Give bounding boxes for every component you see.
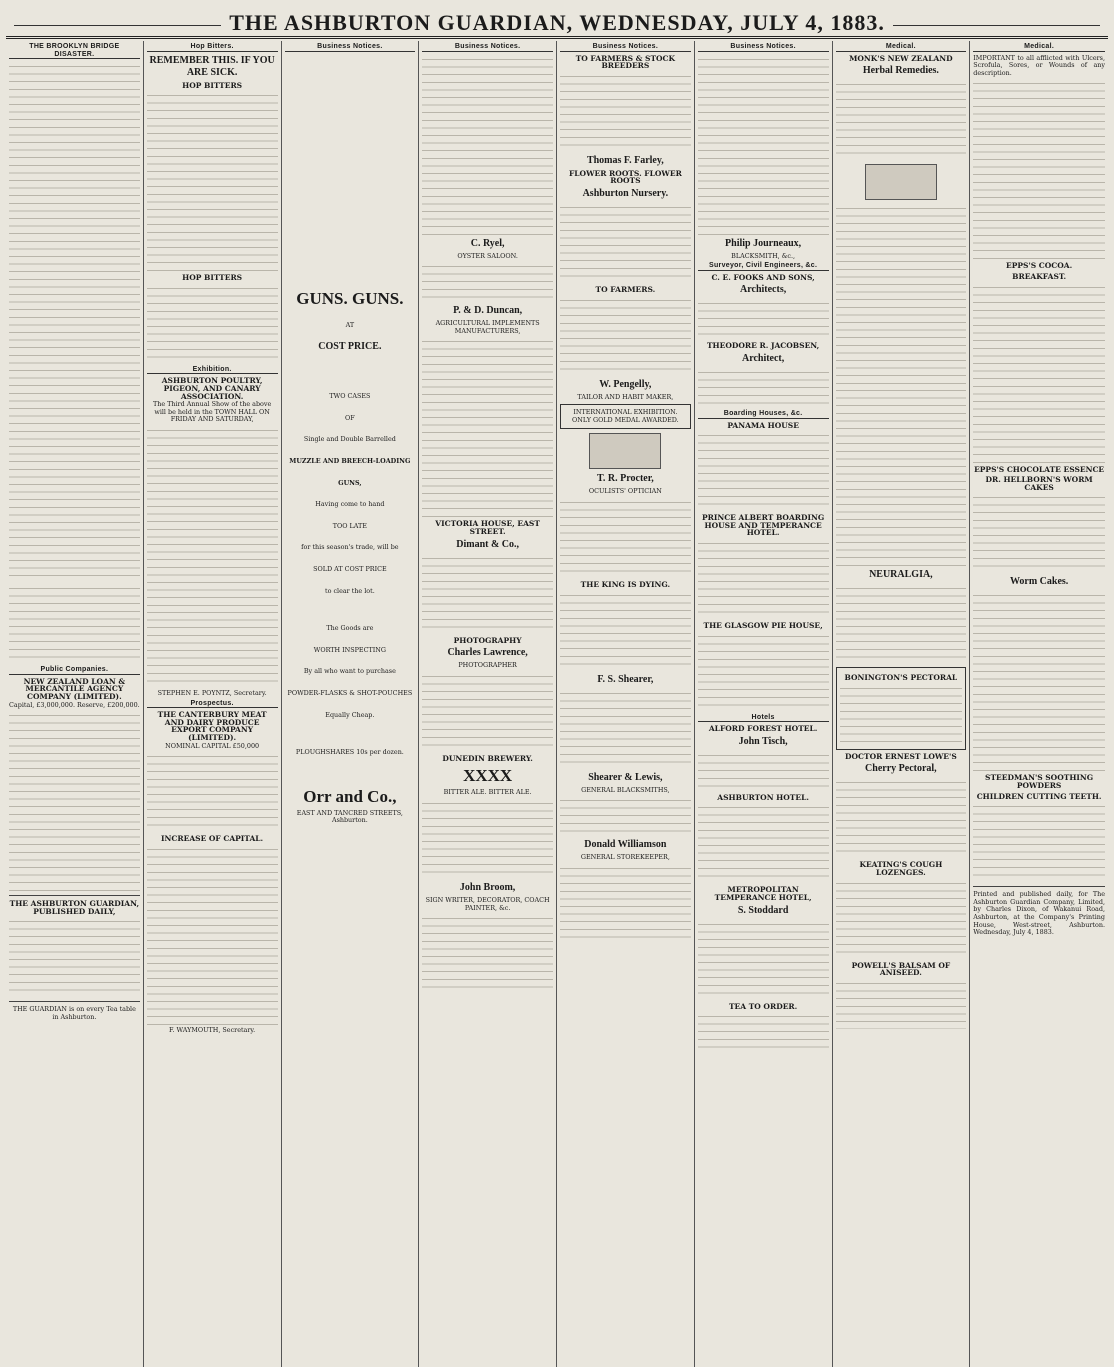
notice-body: [973, 493, 1105, 573]
architects-heading: Architects,: [740, 284, 787, 296]
firm-name: Orr and Co.,: [303, 786, 397, 806]
section-heading: Business Notices.: [560, 43, 691, 52]
nursery-name: Ashburton Nursery.: [582, 187, 669, 199]
prospectus-body: [147, 752, 278, 832]
section-heading: Public Companies.: [9, 666, 140, 675]
bonington-box: [836, 667, 967, 750]
tisch-name: John Tisch,: [738, 735, 788, 747]
notice-body: [973, 79, 1105, 259]
pengelly-name: W. Pengelly,: [599, 378, 652, 390]
muzzle-line: MUZZLE AND BREECH-LOADING: [289, 456, 411, 465]
meat-company: THE CANTERBURY MEAT AND DAIRY PRODUCE EXPORT COMPANY (LIMITED).: [157, 710, 267, 742]
prospectus-body: [147, 845, 278, 1025]
dunedin-brewery: DUNEDIN BREWERY.: [442, 753, 533, 763]
powell-heading: POWELL'S BALSAM OF ANISEED.: [851, 960, 951, 978]
duncan-sub: AGRICULTURAL IMPLEMENTS MANUFACTURERS,: [435, 319, 540, 335]
prospectus-signature: F. WAYMOUTH, Secretary.: [169, 1025, 256, 1034]
article-body: [9, 62, 140, 582]
exhibit-sub: The Third Annual Show of the above will be held in the TOWN HALL ON FRIDAY AND SATURDAY,: [152, 400, 272, 424]
broom-name: John Broom,: [459, 881, 516, 893]
guns-headline: GUNS. GUNS.: [296, 288, 404, 308]
cost-price: COST PRICE.: [318, 341, 382, 353]
fooks-name: C. E. FOOKS AND SONS,: [711, 272, 815, 282]
column-8: [970, 41, 1108, 1367]
notice-body: [973, 802, 1105, 882]
two-cases: TWO CASES: [329, 392, 371, 401]
notice-body: [836, 778, 967, 858]
notice-body: [698, 632, 829, 712]
agents-list: [9, 917, 140, 997]
plough-line: PLOUGHSHARES 10s per dozen.: [295, 748, 404, 757]
cherry-pectoral: Cherry Pectoral,: [865, 763, 937, 775]
imprint: Printed and published daily, for The Ashburton Guardian Company, Limited, by Charles Dixon, of Wakanui Road, Ashburton, at the Company's Printing House, West-street, Ashburton. Wednesday, July 4, 1883.: [973, 890, 1105, 937]
of-line: OF: [345, 413, 355, 422]
section-heading: Medical.: [973, 43, 1105, 52]
single-double: Single and Double Barrelled: [303, 435, 396, 444]
section-heading: Business Notices.: [285, 43, 416, 52]
section-heading: Business Notices.: [698, 43, 829, 52]
notice-body: [836, 584, 967, 664]
powder-line: POWDER-FLASKS & SHOT-POUCHES: [287, 688, 413, 697]
section-heading: Hop Bitters.: [147, 43, 278, 52]
worth-line: WORTH INSPECTING: [313, 645, 386, 654]
purchase-line: By all who want to purchase: [303, 667, 396, 676]
hop-repeat: HOP BITTERS: [182, 273, 243, 283]
xxxx-mark: XXXX: [463, 766, 513, 786]
association-name: ASHBURTON POULTRY, PIGEON, AND CANARY ASSOCIATION.: [161, 376, 263, 401]
column-6: [695, 41, 833, 1367]
victoria-house: VICTORIA HOUSE, EAST STREET.: [435, 519, 540, 536]
dimant-name: Dimant & Co.,: [456, 538, 520, 550]
tea-order: TEA TO ORDER.: [728, 1001, 798, 1011]
notice-body: [836, 204, 967, 384]
medal-icon: [589, 433, 661, 469]
agents-title: THE ASHBURTON GUARDIAN, PUBLISHED DAILY,: [9, 899, 140, 916]
too-late: TOO LATE: [332, 521, 367, 530]
notice-body: [560, 72, 691, 152]
masthead-rule-right: [893, 25, 1100, 26]
notice-body: [560, 296, 691, 376]
guns-line: GUNS,: [338, 478, 362, 487]
photography-heading: PHOTOGRAPHY: [453, 635, 522, 645]
farmers-heading: TO FARMERS & STOCK BREEDERS: [575, 53, 676, 71]
notice-body: [422, 337, 553, 517]
notice-body: [422, 914, 553, 994]
king-dying: THE KING IS DYING.: [580, 579, 671, 589]
journeaux-sub: BLACKSMITH, &c.,: [731, 251, 796, 260]
at-line: AT: [345, 320, 355, 329]
procter-sub: OCULISTS' OPTICIAN: [588, 487, 662, 496]
glasgow-pie: THE GLASGOW PIE HOUSE,: [703, 620, 823, 630]
company-name: NEW ZEALAND LOAN & MERCANTILE AGENCY COMPANY (LIMITED).: [23, 676, 126, 701]
hop-repeat: HOP BITTERS: [182, 80, 243, 90]
notice-body: [836, 386, 967, 566]
hellborn-heading: DR. HELLBORN'S WORM CAKES: [985, 475, 1093, 492]
column-4: [419, 41, 557, 1367]
exhibit-signature: STEPHEN E. POYNTZ, Secretary.: [157, 688, 267, 697]
notice-body: [422, 55, 553, 235]
architect-heading: Architect,: [741, 352, 785, 364]
procter-name: T. R. Procter,: [597, 473, 654, 485]
clear-line: to clear the lot.: [325, 586, 375, 595]
masthead-rule-left: [14, 25, 221, 26]
farmers-heading-2: TO FARMERS.: [595, 284, 656, 294]
column-1: [6, 41, 144, 1367]
notice-body: [422, 262, 553, 302]
duncan-name: P. & D. Duncan,: [453, 305, 523, 317]
goods-line: The Goods are: [326, 624, 374, 633]
section-heading: Prospectus.: [147, 700, 278, 709]
notice-body: [422, 554, 553, 634]
important-notice: IMPORTANT to all afflicted with Ulcers, Scrofula, Sores, or Wounds of any description.: [973, 53, 1105, 77]
section-heading: Hotels: [698, 714, 829, 723]
column-2: [144, 41, 282, 1367]
notice-body: [698, 751, 829, 791]
notice-body: [560, 689, 691, 769]
ryel-sub: OYSTER SALOON.: [457, 251, 518, 260]
divider: [9, 895, 140, 896]
monk-heading: MONK'S NEW ZEALAND: [849, 53, 953, 63]
worm-cakes: Worm Cakes.: [1009, 576, 1069, 588]
season-line: for this season's trade, will be: [301, 543, 399, 552]
section-heading: Surveyor, Civil Engineers, &c.: [698, 262, 829, 271]
neuralgia-heading: NEURALGIA,: [869, 569, 933, 581]
divider: [973, 886, 1105, 887]
lewis-sub: GENERAL BLACKSMITHS,: [581, 785, 670, 794]
notice-body: [973, 591, 1105, 771]
children-teeth: CHILDREN CUTTING TEETH.: [976, 791, 1102, 801]
notice-body: [836, 879, 967, 959]
divider: [9, 1001, 140, 1002]
lawrence-sub: PHOTOGRAPHER: [458, 661, 517, 670]
prince-albert: PRINCE ALBERT BOARDING HOUSE AND TEMPERANCE HOTEL.: [701, 513, 825, 538]
steedman-heading: STEEDMAN'S SOOTHING POWDERS: [985, 773, 1094, 790]
exhibit-body: [147, 608, 278, 688]
farley-name: Thomas F. Farley,: [586, 154, 664, 166]
notice-body: [422, 799, 553, 879]
breakfast: BREAKFAST.: [1012, 271, 1067, 281]
exhibition-box: [560, 404, 691, 429]
notice-body: [836, 80, 967, 160]
williamson-name: Donald Williamson: [584, 839, 667, 851]
notice-body: [698, 1012, 829, 1052]
section-heading: Medical.: [836, 43, 967, 52]
notice-body: [840, 684, 963, 744]
flower-roots: FLOWER ROOTS. FLOWER ROOTS: [568, 168, 682, 186]
notice-body: [698, 55, 829, 235]
epps-cocoa: EPPS'S COCOA.: [1006, 261, 1073, 271]
notice-body: [973, 283, 1105, 463]
increase-heading: INCREASE OF CAPITAL.: [161, 834, 264, 844]
columns: [6, 41, 1108, 1367]
notice-body: [698, 920, 829, 1000]
metropolitan-hotel: METROPOLITAN TEMPERANCE HOTEL,: [714, 885, 812, 902]
notice-body: [560, 796, 691, 836]
headline-brooklyn: THE BROOKLYN BRIDGE DISASTER.: [9, 43, 140, 59]
pengelly-sub: TAILOR AND HABIT MAKER,: [577, 392, 674, 401]
nominal-capital: NOMINAL CAPITAL £50,000: [165, 741, 260, 750]
masthead-title: THE ASHBURTON GUARDIAN, WEDNESDAY, JULY 4, 1883.: [229, 10, 885, 35]
exhibit-body: [147, 426, 278, 606]
article-body: [9, 584, 140, 664]
epps-chocolate: EPPS'S CHOCOLATE ESSENCE: [974, 464, 1105, 474]
shearer-name: F. S. Shearer,: [597, 673, 654, 685]
alford-forest: ALFORD FOREST HOTEL.: [708, 724, 818, 734]
sold-line: SOLD AT COST PRICE: [313, 564, 387, 573]
notice-body: [560, 203, 691, 283]
notice-body: [698, 803, 829, 883]
column-7: [833, 41, 971, 1367]
journeaux-name: Philip Journeaux,: [725, 237, 802, 249]
notice-body: [836, 979, 967, 1029]
herbal-remedies: Herbal Remedies.: [862, 65, 939, 77]
keating-heading: KEATING'S COUGH LOZENGES.: [859, 860, 943, 877]
cherry-doctor: DOCTOR ERNEST LOWE'S: [844, 751, 957, 761]
notice-body: [698, 368, 829, 408]
jacobsen-name: THEODORE R. JACOBSEN,: [706, 341, 820, 351]
having-come: Having come to hand: [315, 500, 385, 509]
hop-headline: REMEMBER THIS. IF YOU ARE SICK.: [149, 54, 275, 78]
ashburton-hotel: ASHBURTON HOTEL.: [717, 792, 809, 802]
firm-street: EAST AND TANCRED STREETS, Ashburton.: [296, 808, 403, 825]
horse-illustration-icon: [865, 164, 937, 200]
notice-body: [698, 539, 829, 619]
bitter-ale: BITTER ALE. BITTER ALE.: [443, 788, 532, 797]
notice-body: [560, 591, 691, 671]
hop-body: [147, 91, 278, 271]
masthead: [6, 6, 1108, 39]
capital-line: Capital, £3,000,000. Reserve, £200,000.: [9, 700, 140, 709]
column-3: [282, 41, 420, 1367]
notice-body: [560, 864, 691, 944]
notice-body: [698, 431, 829, 511]
broom-sub: SIGN WRITER, DECORATOR, COACH PAINTER, &c.: [425, 895, 550, 912]
stoddard-name: S. Stoddard: [737, 904, 789, 916]
spacer: [285, 55, 416, 285]
bonington-heading: BONINGTON'S PECTORAL: [844, 673, 958, 683]
lewis-name: Shearer & Lewis,: [588, 771, 663, 783]
section-heading: Business Notices.: [422, 43, 553, 52]
section-heading: Exhibition.: [147, 366, 278, 375]
williamson-sub: GENERAL STOREKEEPER,: [580, 853, 670, 862]
panama-house: PANAMA HOUSE: [727, 420, 799, 430]
notice-body: [698, 299, 829, 339]
section-heading: Boarding Houses, &c.: [698, 410, 829, 419]
hop-body: [147, 284, 278, 364]
notice-body: [422, 672, 553, 752]
notice-body: [560, 498, 691, 578]
lawrence-name: Charles Lawrence,: [447, 647, 528, 659]
footer-note: THE GUARDIAN is on every Tea table in Ashburton.: [12, 1005, 136, 1021]
ryel-name: C. Ryel,: [470, 237, 505, 249]
intl-exhibition: INTERNATIONAL EXHIBITION. ONLY GOLD MEDAL AWARDED.: [572, 408, 679, 424]
cheap-line: Equally Cheap.: [325, 710, 375, 719]
column-5: [557, 41, 695, 1367]
company-body: [9, 711, 140, 891]
